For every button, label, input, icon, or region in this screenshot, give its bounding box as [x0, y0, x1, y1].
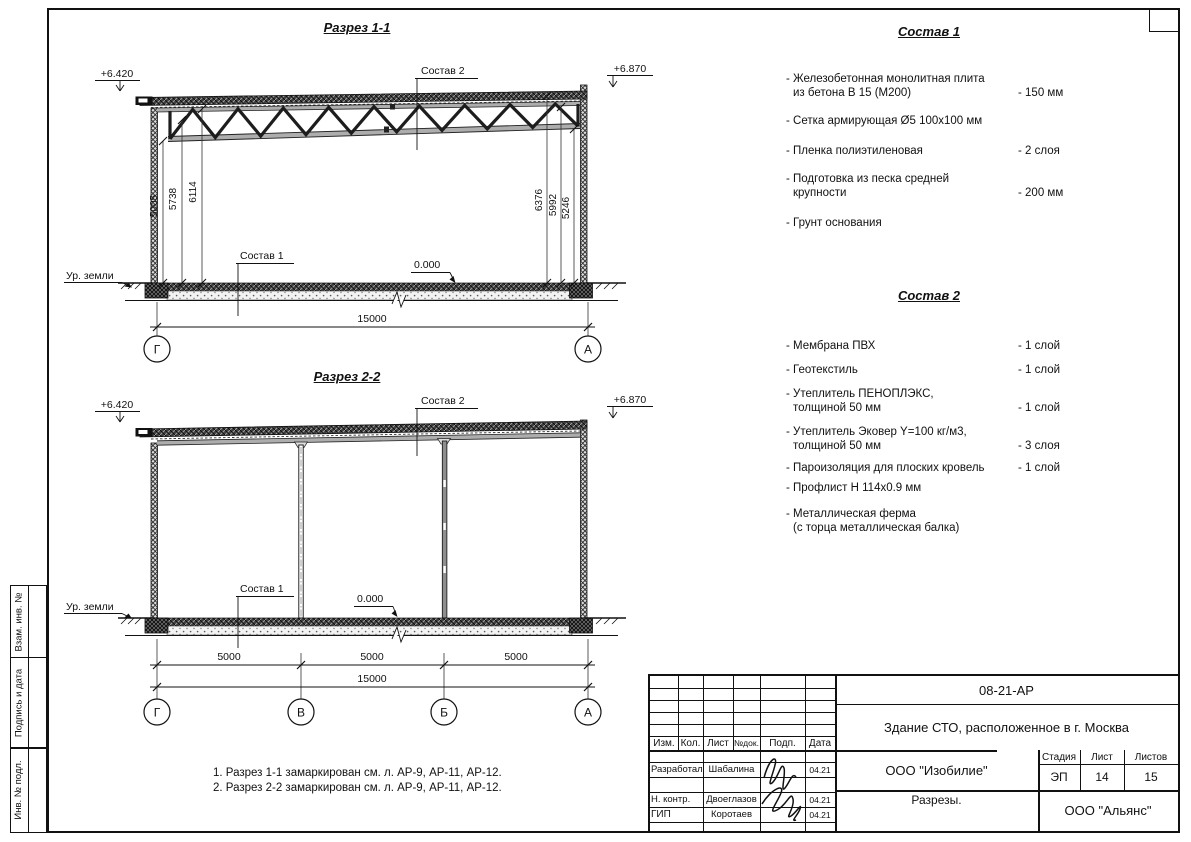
sostav2-item-7: - Металлическая ферма (с торца металлическая балка) — [786, 508, 960, 534]
sostav2-item-4: - Утеплитель Эковер Y=100 кг/м3, толщиной 50 мм - 3 слоя — [786, 426, 1060, 452]
tb-role-razrabotal: Разработал — [651, 764, 703, 775]
section1-dim-5738: 5738 — [168, 187, 179, 211]
section1-sostav2-label: Состав 2 — [421, 65, 465, 77]
tb-date-3: 04.21 — [809, 809, 831, 820]
tb-org: ООО "Изобилие" — [885, 762, 988, 778]
section2-dim-15000: 15000 — [357, 673, 387, 685]
section2-elev-left-value: +6.420 — [100, 399, 134, 411]
section2-sostav2-label: Состав 2 — [421, 395, 465, 407]
section1-elev-left-value: +6.420 — [100, 68, 134, 80]
sostav1-title: Состав 1 — [897, 24, 961, 39]
section2-ground-label: Ур. земли — [66, 601, 114, 613]
section2-sostav1-callout — [236, 583, 294, 648]
section1-axes — [144, 336, 601, 362]
section2-zero-label: 0.000 — [357, 593, 384, 605]
section2-ground-level — [64, 601, 132, 619]
tb-col-podp: Подп. — [769, 737, 796, 749]
section2-zero-level — [354, 593, 398, 617]
sostav1-item-2: - Сетка армирующая Ø5 100х100 мм — [786, 115, 983, 127]
section1-dim-5246: 5246 — [561, 196, 572, 220]
section1-zero-label: 0.000 — [414, 259, 441, 271]
tb-col-ndok: №док. — [734, 738, 759, 748]
tb-name-shabalina: Шабалина — [708, 764, 755, 775]
section1-dim-5992: 5992 — [548, 193, 559, 217]
tb-name-korotaev: Коротаев — [710, 809, 753, 820]
tb-sheet-value: 14 — [1095, 770, 1109, 784]
section2-axis-b: Б — [440, 705, 448, 720]
section2-columns — [295, 439, 451, 619]
sostav2-item-3-value: - 1 слой — [1018, 402, 1061, 414]
section1-sostav1-label: Состав 1 — [240, 250, 284, 262]
note-1: 1. Разрез 1-1 замаркирован см. л. АР-9, АР-11, АР-12. — [213, 767, 502, 779]
tb-role-gip: ГИП — [651, 809, 671, 820]
sostav2-item-4-value: - 3 слоя — [1018, 440, 1060, 452]
tb-name-dvoeglazov: Двоеглазов — [706, 794, 757, 805]
section2-axis-v: В — [296, 705, 306, 720]
section2-sostav1-label: Состав 1 — [240, 583, 284, 595]
section2-roof — [136, 421, 588, 445]
section1-ground-label: Ур. земли — [66, 270, 114, 282]
section1-truss — [157, 102, 580, 142]
section2-elev-right-value: +6.870 — [613, 394, 647, 406]
section1-elevation-right — [607, 63, 653, 87]
section2-axis-g: Г — [153, 705, 161, 720]
section1-zero-level — [411, 259, 456, 283]
sostav1-item-5: - Грунт основания — [786, 217, 882, 229]
sostav2-item-1-value: - 1 слой — [1018, 340, 1061, 352]
section2-title: Разрез 2-2 — [313, 369, 381, 384]
sostav2-item-5: - Пароизоляция для плоских кровель - 1 слой — [786, 462, 1061, 474]
section2-span-dim-1: 5000 — [217, 651, 241, 663]
tb-stage-label: Стадия — [1041, 751, 1077, 763]
sostav2-item-2-value: - 1 слой — [1018, 364, 1061, 376]
section1-floor — [118, 283, 626, 307]
sostav2-item-2: - Геотекстиль - 1 слой — [786, 364, 1061, 376]
sostav2-title: Состав 2 — [897, 288, 961, 303]
tb-col-list: Лист — [707, 737, 729, 749]
tb-project-name: Здание СТО, расположенное в г. Москва — [884, 719, 1129, 735]
tb-stage-value: ЭП — [1050, 770, 1068, 784]
section2-elevation-left — [95, 399, 140, 422]
section2-span-dim-2: 5000 — [360, 651, 384, 663]
section2-walls — [151, 420, 587, 618]
sostav2-item-5-value: - 1 слой — [1018, 462, 1061, 474]
tb-sheets-label: Листов — [1134, 751, 1168, 763]
sostav1-item-3: - Пленка полиэтиленовая - 2 слоя — [786, 145, 1060, 157]
sostav1-item-4-value: - 200 мм — [1018, 187, 1064, 199]
section2-elevation-right — [607, 394, 653, 418]
section1-axis-a: А — [583, 342, 593, 357]
sostav2-item-1: - Мембрана ПВХ - 1 слой — [786, 340, 1061, 352]
section1-dim-15000: 15000 — [357, 313, 387, 325]
section1-title: Разрез 1-1 — [323, 20, 391, 35]
section1-dim-6114: 6114 — [188, 181, 199, 203]
section1-axis-g: Г — [153, 342, 161, 357]
margin-label-inv: Инв. № подл. — [13, 760, 24, 820]
tb-date-1: 04.21 — [809, 764, 831, 775]
section1-elevation-left — [95, 68, 140, 91]
sostav1-item-1-value: - 150 мм — [1018, 87, 1064, 99]
section1-dim-6376: 6376 — [534, 188, 545, 212]
notes — [213, 766, 502, 795]
sostav1-item-3-value: - 2 слоя — [1018, 145, 1060, 157]
tb-col-kol: Кол. — [680, 737, 701, 749]
tb-sheets-value: 15 — [1144, 770, 1158, 784]
sostav1-item-1: - Железобетонная монолитная плита из бетона В 15 (М200) - 150 мм — [786, 73, 1064, 99]
note-2: 2. Разрез 2-2 замаркирован см. л. АР-9, АР-11, АР-12. — [213, 781, 502, 794]
signatures — [756, 752, 808, 826]
title-block — [648, 674, 1180, 833]
section1-dim-5005: 5005 — [149, 194, 160, 218]
section2-axis-a: А — [583, 705, 593, 720]
section1-elev-right-value: +6.870 — [613, 63, 647, 75]
tb-company: ООО "Альянс" — [1064, 803, 1152, 818]
sostav2-item-6: - Профлист Н 114х0.9 мм — [786, 482, 922, 494]
tb-date-2: 04.21 — [809, 794, 831, 805]
tb-col-data: Дата — [808, 737, 832, 749]
margin-label-podpis: Подпись и дата — [13, 668, 24, 737]
margin-label-vzam: Взам. инв. № — [13, 592, 24, 651]
section1-ground-level — [64, 270, 132, 288]
section2-floor — [118, 618, 626, 642]
tb-col-izm: Изм. — [653, 737, 675, 749]
tb-role-nkontr: Н. контр. — [651, 794, 691, 805]
sostav1-item-4: - Подготовка из песка средней крупности - 200 мм — [786, 173, 1064, 199]
section2-dims — [150, 639, 595, 699]
section2-axes — [144, 699, 601, 725]
section1-total-dim — [150, 302, 595, 336]
sostav2-item-3: - Утеплитель ПЕНОПЛЭКС, толщиной 50 мм - 1 слой — [786, 388, 1061, 414]
tb-doc-number: 08-21-АР — [979, 682, 1034, 698]
tb-drawing-title: Разрезы. — [911, 793, 962, 807]
section2-span-dim-3: 5000 — [504, 651, 528, 663]
tb-sheet-label: Лист — [1091, 751, 1113, 763]
